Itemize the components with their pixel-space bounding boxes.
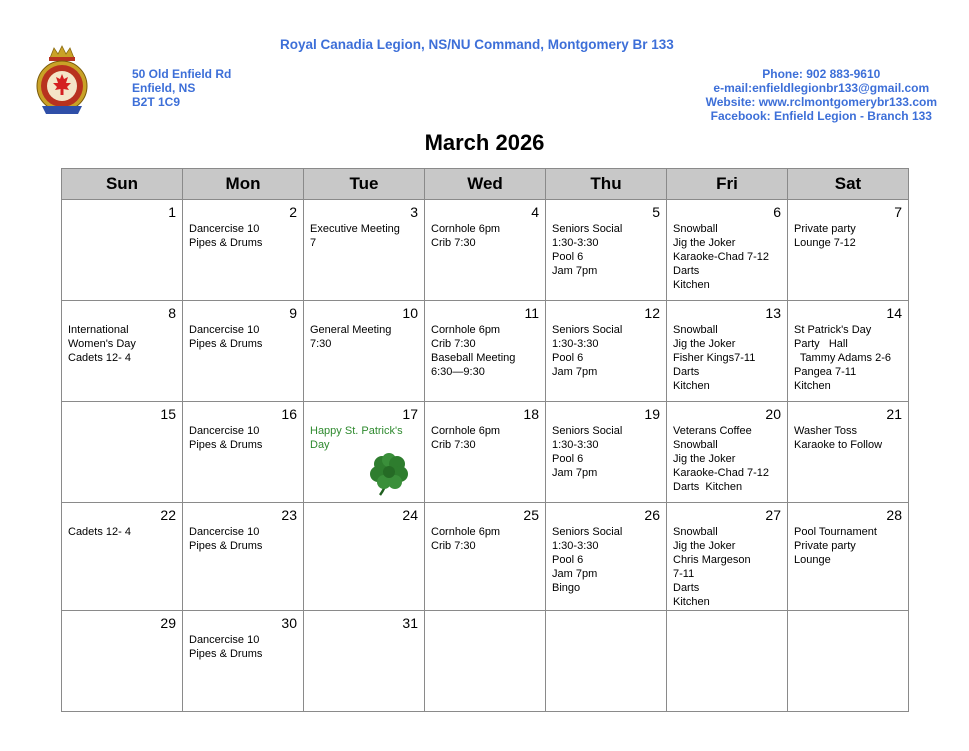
event-line: Bingo [552,582,581,594]
calendar-day-cell [304,402,425,503]
day-events [62,323,182,365]
event-line: Pipes & Drums [189,237,263,249]
day-events [546,323,666,379]
event-line: Baseball Meeting [431,352,516,364]
event-line: Pipes & Drums [189,338,263,350]
event-line: Executive Meeting [310,223,400,235]
day-number: 21 [886,406,902,422]
day-events [667,222,787,292]
day-events [788,323,908,393]
day-number: 12 [644,305,660,321]
day-number: 5 [652,204,660,220]
day-number: 24 [402,507,418,523]
event-line: Cornhole 6pm [431,425,501,437]
calendar-day-cell [183,503,304,611]
calendar-day-cell [788,301,909,402]
event-line: Karaoke-Chad 7-12 [673,467,770,479]
day-number: 2 [289,204,297,220]
event-line: 1:30-3:30 [552,237,599,249]
event-line: Pool 6 [552,251,584,263]
calendar-day-cell [62,611,183,712]
calendar-day-cell [425,611,546,712]
event-line: Kitchen [794,380,831,392]
day-events [667,323,787,393]
calendar-day-cell [546,611,667,712]
day-number: 7 [894,204,902,220]
event-line: Snowball [673,223,718,235]
event-line: Pool 6 [552,453,584,465]
event-line: 1:30-3:30 [552,439,599,451]
event-line: Women's Day [68,338,136,350]
event-line: Dancercise 10 [189,425,260,437]
event-line: Jig the Joker [673,540,736,552]
calendar-day-cell [425,402,546,503]
calendar-day-cell [183,611,304,712]
event-line: Pipes & Drums [189,540,263,552]
event-line: Day [310,439,330,451]
day-number: 10 [402,305,418,321]
event-line: 7:30 [310,338,332,350]
phone: Phone: 902 883-9610 [762,67,881,81]
weekday-header: Sun [62,169,183,200]
calendar-day-cell [425,200,546,301]
event-line: Cornhole 6pm [431,526,501,538]
day-number: 28 [886,507,902,523]
event-line: Pipes & Drums [189,439,263,451]
event-line: 1:30-3:30 [552,338,599,350]
calendar-day-cell [667,301,788,402]
event-line: Karaoke to Follow [794,439,883,451]
calendar-day-cell [62,301,183,402]
day-number: 27 [765,507,781,523]
event-line: Crib 7:30 [431,540,476,552]
email: e-mail:enfieldlegionbr133@gmail.com [713,81,930,95]
day-number: 4 [531,204,539,220]
event-line: Lounge 7-12 [794,237,856,249]
event-line: Washer Toss [794,425,857,437]
event-line: Seniors Social [552,223,623,235]
event-line: Jam 7pm [552,467,598,479]
event-line: Tammy Adams 2-6 [794,352,891,364]
event-line: Cadets 12- 4 [68,352,131,364]
calendar-week-row [62,200,909,301]
weekday-header: Thu [546,169,667,200]
event-line: Karaoke-Chad 7-12 [673,251,770,263]
calendar-day-cell [183,200,304,301]
day-events [304,222,424,250]
day-number: 22 [160,507,176,523]
event-line: Pangea 7-11 [794,366,857,378]
day-number: 25 [523,507,539,523]
event-line: Pool 6 [552,352,584,364]
address-line: 50 Old Enfield Rd [132,67,232,81]
day-events [667,424,787,494]
day-number: 31 [402,615,418,631]
calendar-day-cell [667,503,788,611]
event-line: Seniors Social [552,324,623,336]
calendar-day-cell [546,200,667,301]
calendar-day-cell [304,301,425,402]
day-number: 18 [523,406,539,422]
calendar-week-row [62,611,909,712]
event-line: Kitchen [673,279,710,291]
event-line: Veterans Coffee [673,425,752,437]
calendar-day-cell [788,611,909,712]
day-events [425,323,545,379]
facebook: Facebook: Enfield Legion - Branch 133 [710,109,932,123]
day-number: 8 [168,305,176,321]
event-line: Snowball [673,526,718,538]
event-line: 1:30-3:30 [552,540,599,552]
event-line: Snowball [673,324,718,336]
event-line: Jam 7pm [552,568,598,580]
day-events [667,525,787,609]
event-line: Dancercise 10 [189,526,260,538]
calendar-day-cell [304,611,425,712]
calendar-day-cell [667,402,788,503]
calendar-day-cell [546,503,667,611]
calendar-day-cell [304,503,425,611]
day-events [304,424,424,452]
day-number: 15 [160,406,176,422]
day-events [183,525,303,553]
event-line: Fisher Kings7-11 [673,352,756,364]
event-line: Party Hall [794,338,848,350]
calendar-week-row [62,503,909,611]
calendar-day-cell [667,200,788,301]
event-line: Kitchen [673,380,710,392]
day-number: 19 [644,406,660,422]
day-events [546,222,666,278]
day-events [183,222,303,250]
event-line: Cornhole 6pm [431,223,501,235]
weekday-header: Mon [183,169,304,200]
event-line: Lounge [794,554,831,566]
calendar-day-cell [62,402,183,503]
calendar-day-cell [183,402,304,503]
calendar-day-cell [788,402,909,503]
event-line: Pipes & Drums [189,648,263,660]
event-line: Snowball [673,439,718,451]
event-line: Dancercise 10 [189,223,260,235]
event-line: Darts [673,582,700,594]
event-line: Dancercise 10 [189,324,260,336]
calendar-day-cell [183,301,304,402]
event-line: Jig the Joker [673,237,736,249]
weekday-header-row [62,169,909,200]
day-number: 14 [886,305,902,321]
event-line: Jig the Joker [673,453,736,465]
event-line: Darts Kitchen [673,481,743,493]
event-line: Seniors Social [552,526,623,538]
calendar-day-cell [425,503,546,611]
calendar-day-cell [788,503,909,611]
day-events [546,525,666,595]
event-line: Happy St. Patrick's [310,425,403,437]
website: Website: www.rclmontgomerybr133.com [705,95,937,109]
day-events [183,323,303,351]
shamrock-icon [366,452,412,496]
org-title: Royal Canadia Legion, NS/NU Command, Montgomery Br 133 [280,37,674,52]
day-number: 6 [773,204,781,220]
day-events [62,525,182,539]
calendar-day-cell [425,301,546,402]
calendar-week-row [62,402,909,503]
event-line: St Patrick's Day [794,324,872,336]
day-number [667,611,787,633]
day-events [546,424,666,480]
day-number: 30 [281,615,297,631]
day-number: 20 [765,406,781,422]
day-events [788,525,908,567]
day-events [425,222,545,250]
event-line: Dancercise 10 [189,634,260,646]
contact-block [706,67,937,123]
event-line: Pool Tournament [794,526,877,538]
weekday-header: Sat [788,169,909,200]
day-number [425,611,545,633]
day-number [546,611,666,633]
event-line: Chris Margeson [673,554,751,566]
day-events [425,424,545,452]
event-line: Pool 6 [552,554,584,566]
calendar-day-cell [788,200,909,301]
day-number: 16 [281,406,297,422]
weekday-header: Tue [304,169,425,200]
address-line: Enfield, NS [132,81,196,95]
day-number: 26 [644,507,660,523]
event-line: Private party [794,540,856,552]
calendar-day-cell [667,611,788,712]
event-line: Crib 7:30 [431,439,476,451]
day-number [788,611,908,633]
address-block [132,67,231,109]
event-line: Jig the Joker [673,338,736,350]
event-line: Crib 7:30 [431,338,476,350]
calendar-day-cell [304,200,425,301]
day-number: 23 [281,507,297,523]
weekday-header: Fri [667,169,788,200]
calendar-week-row [62,301,909,402]
calendar-grid [61,168,909,712]
event-line: Seniors Social [552,425,623,437]
day-number: 1 [168,204,176,220]
event-line: Darts [673,366,700,378]
address-line: B2T 1C9 [132,95,181,109]
event-line: Crib 7:30 [431,237,476,249]
day-number: 11 [524,305,539,321]
weekday-header: Wed [425,169,546,200]
day-number: 17 [402,406,418,422]
calendar-day-cell [62,200,183,301]
calendar-title: March 2026 [424,130,545,155]
legion-crest-logo [30,44,94,120]
event-line: Kitchen [673,596,710,608]
event-line: 7 [310,237,317,249]
day-number: 9 [289,305,297,321]
day-number: 29 [160,615,176,631]
calendar-day-cell [62,503,183,611]
calendar-day-cell [546,402,667,503]
event-line: Darts [673,265,700,277]
day-events [183,633,303,661]
event-line: General Meeting [310,324,392,336]
day-events [788,222,908,250]
event-line: 6:30—9:30 [431,366,485,378]
day-events [425,525,545,553]
event-line: 7-11 [673,568,695,580]
calendar-day-cell [546,301,667,402]
day-number: 3 [410,204,418,220]
event-line: International [68,324,129,336]
event-line: Jam 7pm [552,366,598,378]
event-line: Cornhole 6pm [431,324,501,336]
event-line: Private party [794,223,856,235]
day-events [183,424,303,452]
day-events [304,323,424,351]
event-line: Jam 7pm [552,265,598,277]
day-number: 13 [765,305,781,321]
day-events [788,424,908,452]
event-line: Cadets 12- 4 [68,526,131,538]
